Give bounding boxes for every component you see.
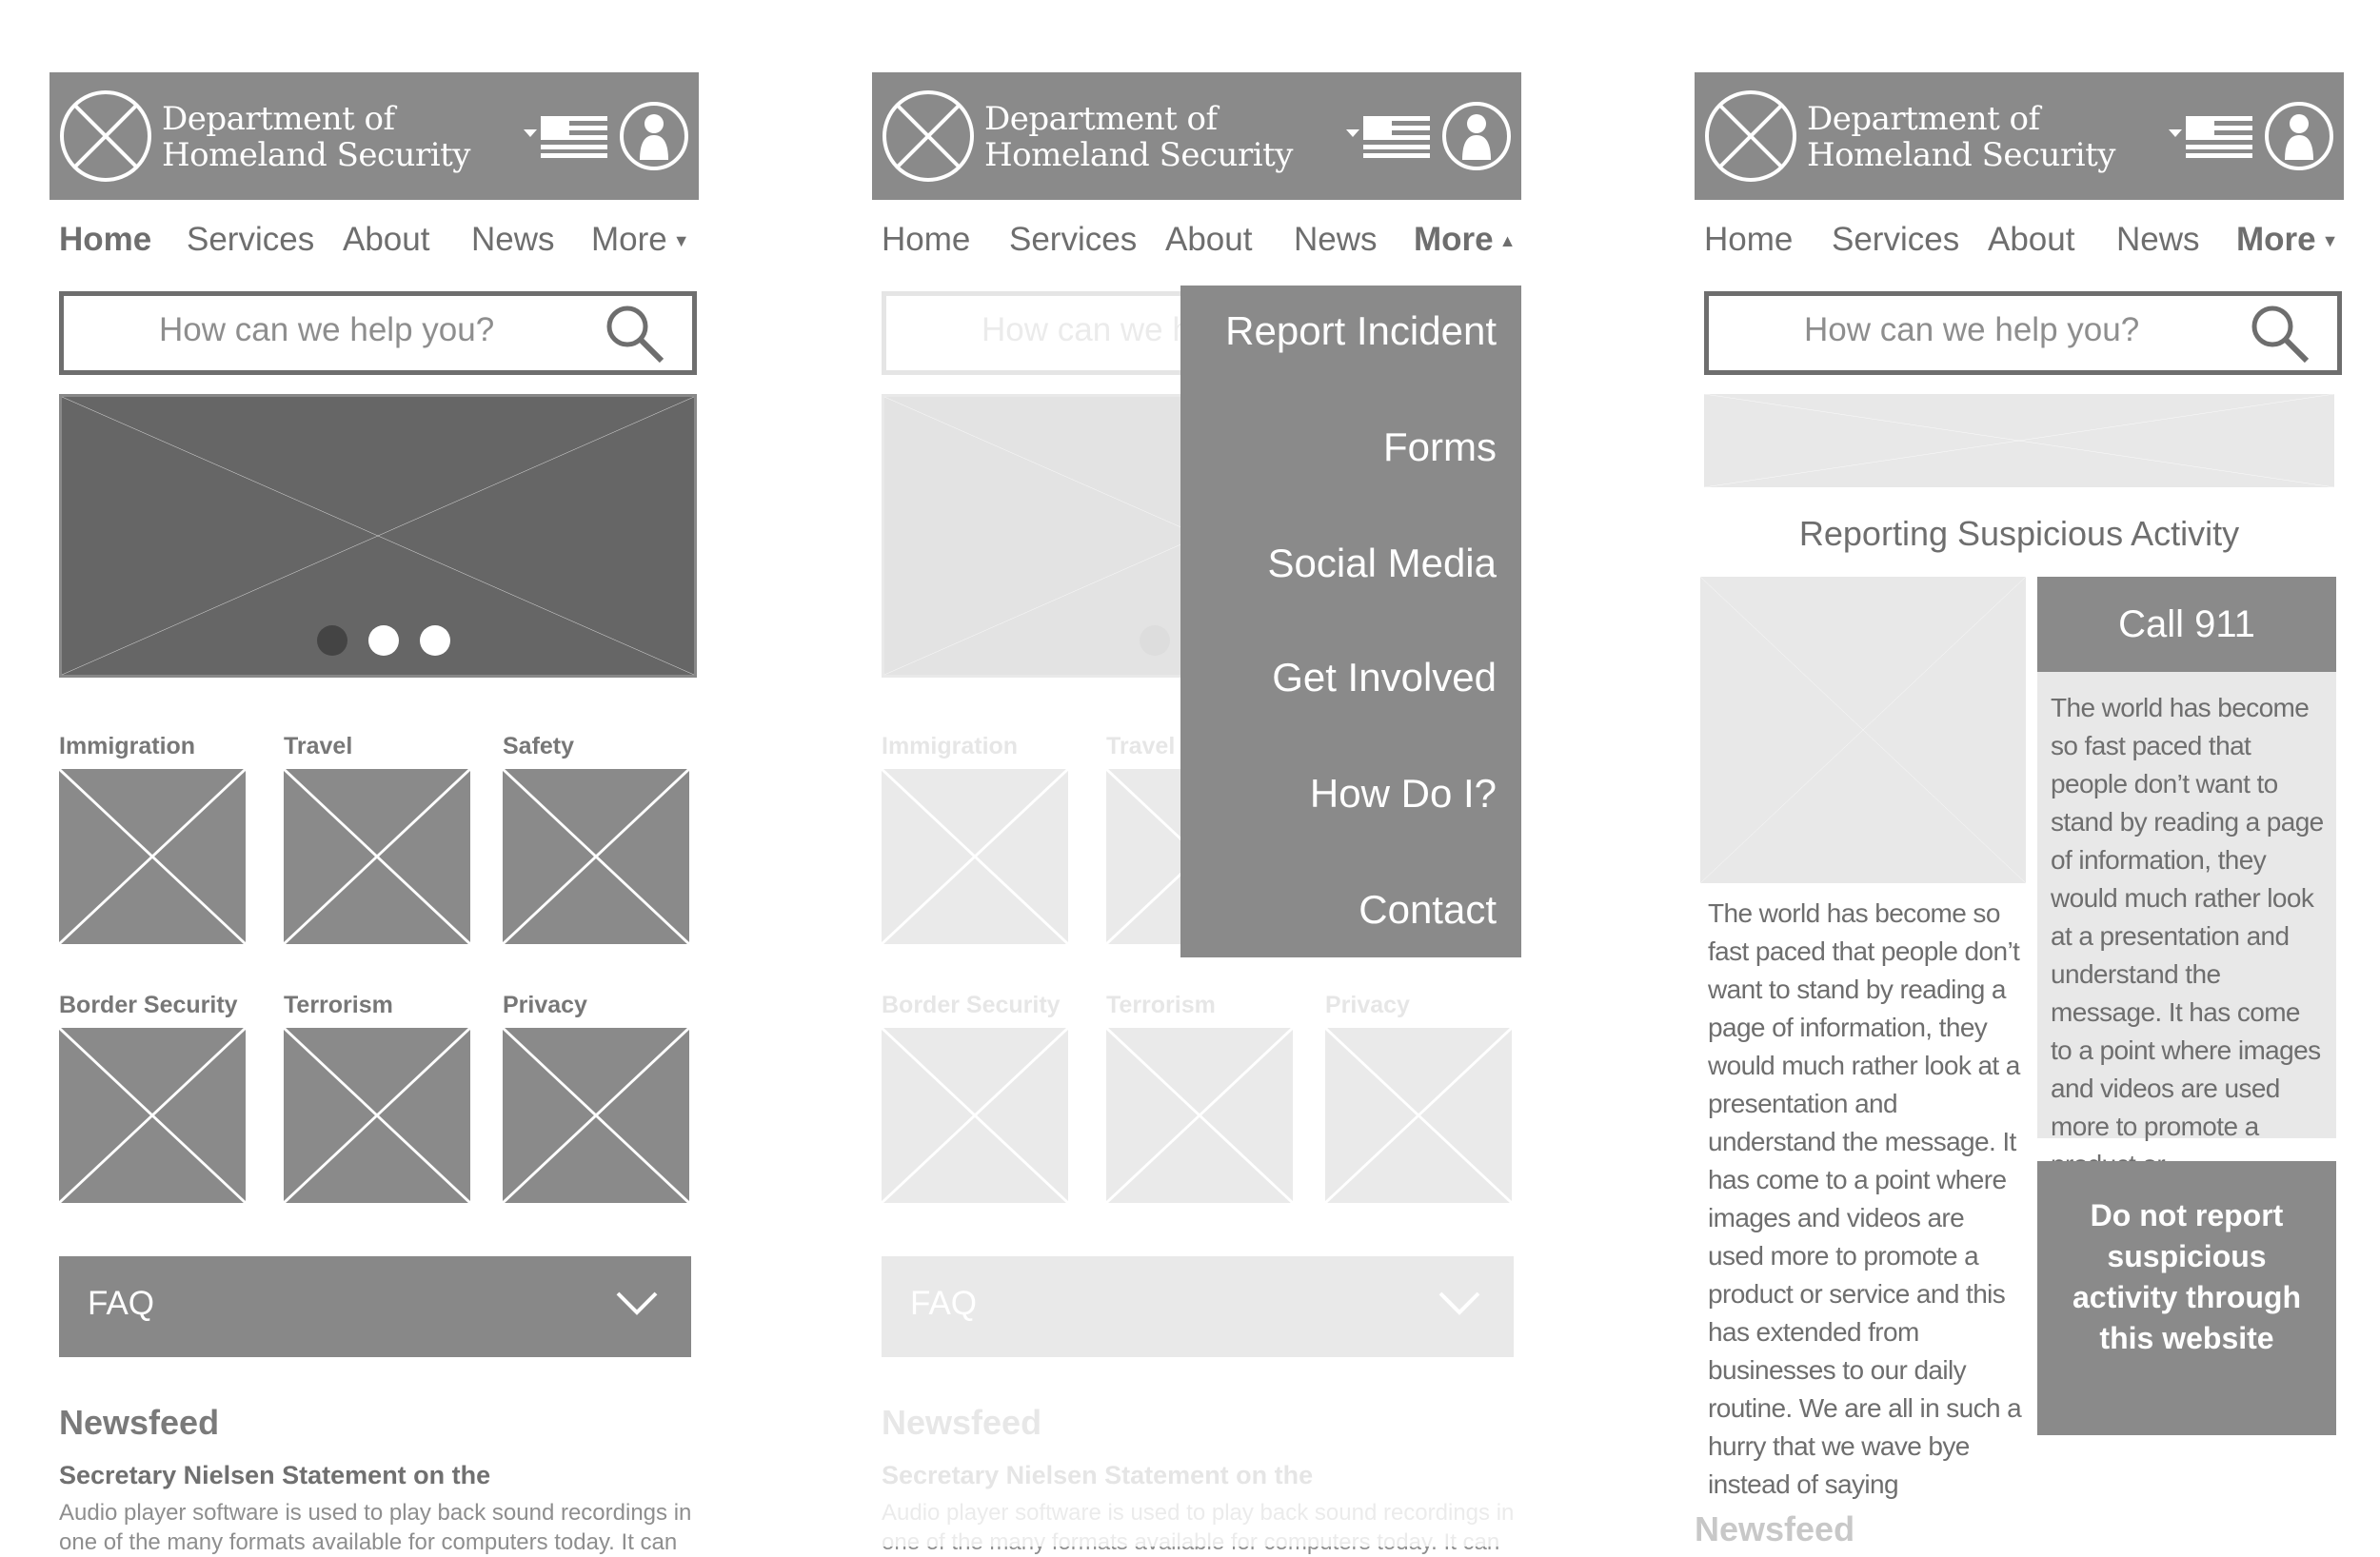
- search-icon[interactable]: [2250, 304, 2311, 365]
- caret-down-icon: ▼: [2321, 231, 2339, 251]
- site-header: [872, 72, 1521, 200]
- call-911-button[interactable]: Call 911: [2037, 577, 2336, 672]
- flag-icon[interactable]: [1346, 116, 1432, 158]
- faq-accordion[interactable]: [59, 1256, 691, 1357]
- main-nav: [1704, 221, 2351, 274]
- menu-item-get-involved[interactable]: Get Involved: [1272, 655, 1497, 700]
- search-icon[interactable]: [605, 304, 665, 365]
- org-name: Department of Homeland Security: [162, 100, 470, 174]
- tile-label: Safety: [503, 733, 575, 759]
- search-input[interactable]: How can we help you?: [1804, 311, 2140, 348]
- nav-about[interactable]: About: [1988, 221, 2075, 258]
- user-icon[interactable]: [2264, 101, 2334, 171]
- nav-news[interactable]: News: [471, 221, 555, 258]
- nav-services[interactable]: Services: [1009, 221, 1138, 258]
- user-icon[interactable]: [1441, 101, 1512, 171]
- tile-label: Immigration: [59, 733, 196, 759]
- nav-more[interactable]: More ▲: [1414, 221, 1517, 258]
- faq-label: FAQ: [88, 1285, 155, 1322]
- image-placeholder-icon: [1700, 577, 2026, 883]
- tile-label: Terrorism: [284, 992, 393, 1018]
- site-header: [50, 72, 699, 200]
- menu-item-contact[interactable]: Contact: [1359, 887, 1497, 932]
- menu-item-forms[interactable]: Forms: [1383, 424, 1497, 469]
- image-placeholder-icon: [1704, 394, 2334, 487]
- nav-home[interactable]: Home: [882, 221, 971, 258]
- nav-services[interactable]: Services: [1832, 221, 1960, 258]
- menu-item-report-incident[interactable]: Report Incident: [1225, 308, 1497, 353]
- content-image: [1700, 577, 2026, 883]
- tile-terrorism[interactable]: [284, 1028, 470, 1203]
- tile-travel[interactable]: [284, 769, 470, 944]
- flag-icon[interactable]: [2169, 116, 2254, 158]
- search-bar[interactable]: [59, 291, 697, 375]
- screen-report: [1695, 0, 2361, 1547]
- screen-home: [50, 0, 716, 1555]
- seal-icon[interactable]: [1704, 89, 1797, 183]
- carousel-dot[interactable]: [420, 625, 450, 656]
- nav-about[interactable]: About: [343, 221, 430, 258]
- tile-safety[interactable]: [503, 769, 689, 944]
- nav-more[interactable]: More ▼: [591, 221, 690, 258]
- caret-down-icon: ▼: [672, 231, 690, 251]
- menu-item-social-media[interactable]: Social Media: [1267, 541, 1497, 585]
- page-title: Reporting Suspicious Activity: [1798, 514, 2240, 553]
- body-text: The world has become so fast paced that people don’t want to stand by reading a page of information, they would much rather look at a presentation and understand the message. It has come to a point where images and videos are used more to promote a product or service and this has extended from businesses to our daily routine. We are all in such a hurry that we wave bye instead of saying: [1708, 898, 2022, 1499]
- screen-more-menu: [872, 0, 1538, 1547]
- org-name: Department of Homeland Security: [1807, 100, 2115, 174]
- chevron-down-icon[interactable]: [615, 1289, 659, 1317]
- main-nav: [59, 221, 706, 274]
- caret-up-icon: ▲: [1498, 231, 1517, 251]
- nav-about[interactable]: About: [1165, 221, 1253, 258]
- news-excerpt: Audio player software is used to play back sound recordings in one of the many formats available for computers today. It can: [59, 1500, 692, 1555]
- nav-news[interactable]: News: [1294, 221, 1378, 258]
- nav-home[interactable]: Home: [59, 221, 152, 258]
- menu-item-how-do-i[interactable]: How Do I?: [1309, 771, 1497, 816]
- hero-carousel[interactable]: [59, 394, 697, 678]
- nav-more[interactable]: More ▼: [2236, 221, 2339, 258]
- banner-image: [1704, 394, 2334, 487]
- main-nav: [882, 221, 1529, 274]
- tile-label: Travel: [284, 733, 353, 759]
- newsfeed-title: Newsfeed: [59, 1403, 220, 1442]
- search-bar[interactable]: [1704, 291, 2342, 375]
- seal-icon[interactable]: [882, 89, 975, 183]
- tile-border-security[interactable]: [59, 1028, 246, 1203]
- tile-label: Privacy: [503, 992, 587, 1018]
- nav-news[interactable]: News: [2116, 221, 2200, 258]
- tile-privacy[interactable]: [503, 1028, 689, 1203]
- more-dropdown-menu: [1180, 286, 1521, 957]
- carousel-dot[interactable]: [317, 625, 347, 656]
- tile-label: Border Security: [59, 992, 238, 1018]
- site-header: [1695, 72, 2344, 200]
- org-name: Department of Homeland Security: [984, 100, 1293, 174]
- call-info-text[interactable]: The world has become so fast paced that people don’t want to stand by reading a page of information, they would much rather look at a presentation and understand the message. It has come to a point where images and videos are used more to promote a: [2037, 672, 2336, 1138]
- newsfeed-title: Newsfeed: [1695, 1509, 1855, 1548]
- warning-notice: Do not report suspicious activity through this website: [2037, 1161, 2336, 1435]
- seal-icon[interactable]: [59, 89, 152, 183]
- flag-icon[interactable]: [524, 116, 609, 158]
- carousel-dot[interactable]: [368, 625, 399, 656]
- tile-immigration[interactable]: [59, 769, 246, 944]
- nav-home[interactable]: Home: [1704, 221, 1794, 258]
- news-headline[interactable]: Secretary Nielsen Statement on the: [59, 1461, 491, 1489]
- search-input[interactable]: How can we help you?: [159, 311, 495, 348]
- user-icon[interactable]: [619, 101, 689, 171]
- nav-services[interactable]: Services: [187, 221, 315, 258]
